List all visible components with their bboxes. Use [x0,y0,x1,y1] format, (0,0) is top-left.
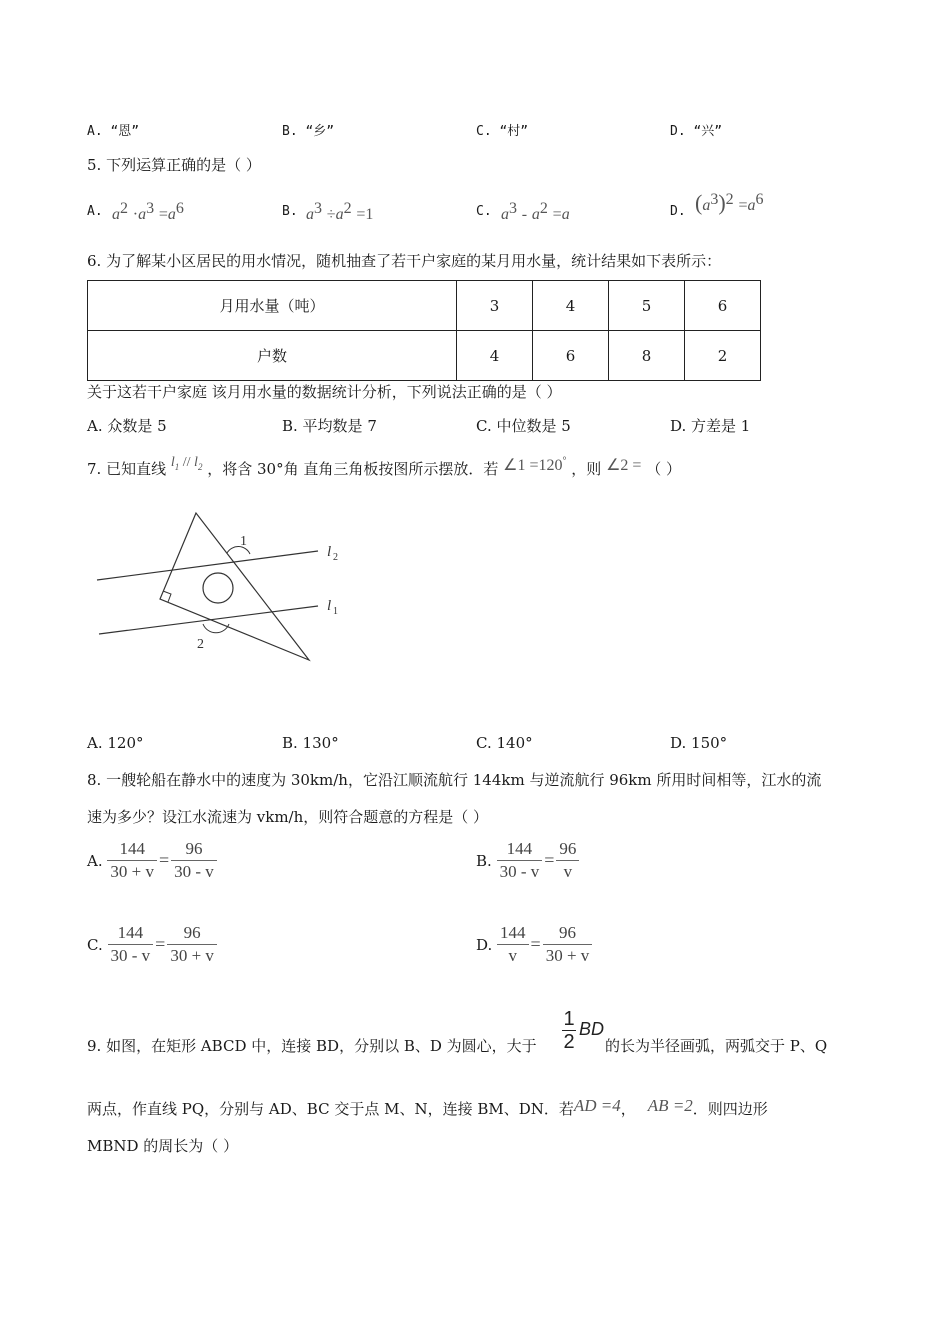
q8-option-d: D. $\frac{144}{v}$ = $\frac{96}{30 + v}$ [476,922,592,967]
q8-option-b: B. $\frac{144}{30 - v}$ = $\frac{96}{v}$ [476,838,579,883]
q6-option-b: B. 平均数是 7 [282,417,377,435]
q5-expr-b: $a^3 \div a^2 =1$ [306,200,374,223]
q9-ad-eq: AD =4 [573,1096,621,1115]
q4-option-d: D. “兴” [670,124,723,139]
q4-option-a: A. “恩” [87,124,140,139]
q7-option-a: A. 120° [87,734,144,752]
q7-figure [90,505,360,675]
line-l2-subscript: 2 [333,552,338,563]
q5-label-c: C. [476,204,492,219]
table-cell: 2 [685,331,761,381]
q8-option-c: C. $\frac{144}{30 - v}$ = $\frac{96}{30 + v}$ [87,922,217,967]
line-l1-label: l [327,598,332,614]
angle-1-label: 1 [240,534,247,549]
q5-stem: 5. 下列运算正确的是（ ） [87,156,261,174]
q7-stem [87,455,682,480]
fraction: $\frac{144}{v}$ [497,922,529,967]
q9-line1-b: 的长为半径画弧，两弧交于 P、Q [605,1037,828,1055]
q5-label-b: B. [282,204,298,219]
fraction: $\frac{96}{30 - v}$ [171,838,217,883]
angle-2-label: 2 [197,637,204,652]
table-cell: 6 [685,281,761,331]
line-l1-subscript: 1 [333,606,338,617]
q8-line2: 速为多少？设江水流速为 vkm/h，则符合题意的方程是（ ） [87,808,489,826]
q7-option-c: C. 140° [476,734,533,752]
fraction: $\frac{144}{30 - v}$ [497,838,543,883]
q5-expr-d: $(a^3)^2 =a^6$ [695,190,764,215]
q6-option-c: C. 中位数是 5 [476,417,571,435]
table-cell: 4 [457,331,533,381]
fraction: $\frac{144}{30 + v}$ [107,838,157,883]
q7-option-d: D. 150° [670,734,728,752]
q9-line1-a: 9. 如图，在矩形 ABCD 中，连接 BD，分别以 B、D 为圆心，大于 [87,1037,537,1055]
q6-after-text: 关于这若干户家庭 该月用水量的数据统计分析，下列说法正确的是（ ） [87,383,562,401]
q6-option-a: A. 众数是 5 [87,417,167,435]
q8-line1: 8. 一艘轮船在静水中的速度为 30km/h，它沿江顺流航行 144km 与逆流航行 96km 所用时间相等，江水的流 [87,771,822,789]
fraction: $\frac{144}{30 - v}$ [108,922,154,967]
q7-option-b: B. 130° [282,734,339,752]
q5-expr-c: $a^3 - a^2 =a$ [501,200,570,223]
table-row [88,331,761,381]
q7-stem-a: 7. 已知直线 [87,460,167,478]
q9-line3: MBND 的周长为（ ） [87,1137,239,1155]
table-cell: 8 [609,331,685,381]
fraction: $\frac{96}{30 + v}$ [167,922,217,967]
fraction: $\frac{96}{30 + v}$ [543,922,593,967]
q5-expr-a: $a^2 \cdot a^3 =a^6$ [112,200,184,223]
q7-stem-b: ，将含 30°角 直角三角板按图所示摆放．若 [207,460,499,478]
ruler-hole-circle [203,573,233,603]
table-row [88,281,761,331]
table-cell: 5 [609,281,685,331]
table-cell: 户数 [88,331,457,381]
q5-label-a: A. [87,204,103,219]
q9-line2: 两点，作直线 PQ，分别与 AD、BC 交于点 M、N，连接 BM、DN．若AD =4， AB =2．则四边形 [87,1096,768,1118]
table-cell: 4 [533,281,609,331]
line-l2 [97,551,318,580]
q9-half-fraction: 1 2 [563,1008,575,1053]
triangle-ruler [160,513,309,660]
line-l2-label: l [327,544,332,560]
q7-angle2-expr: ∠2 = [606,457,642,474]
table-cell: 3 [457,281,533,331]
q8-option-a: A. $\frac{144}{30 + v}$ = $\frac{96}{30 - v}$ [87,838,217,883]
fraction: $\frac{96}{v}$ [556,838,579,883]
q9-ab-eq: AB =2 [647,1096,693,1115]
table-cell: 6 [533,331,609,381]
q6-stem: 6. 为了解某小区居民的用水情况，随机抽查了若干户家庭的某月用水量，统计结果如下表所示： [87,252,722,270]
q7-angle1-expr: ∠1 =120° [503,455,567,474]
q7-stem-d: （ ） [646,460,682,478]
q6-option-d: D. 方差是 1 [670,417,751,435]
q9-bd: BD [579,1019,605,1039]
q7-parallel-expr: $l_1 // l_2$ [170,455,203,472]
water-usage-table [87,280,761,381]
q5-label-d: D. [670,204,686,219]
table-cell: 月用水量（吨） [88,281,457,331]
q4-option-b: B. “乡” [282,124,335,139]
q7-stem-c: ，则 [571,460,602,478]
q4-option-c: C. “村” [476,124,529,139]
